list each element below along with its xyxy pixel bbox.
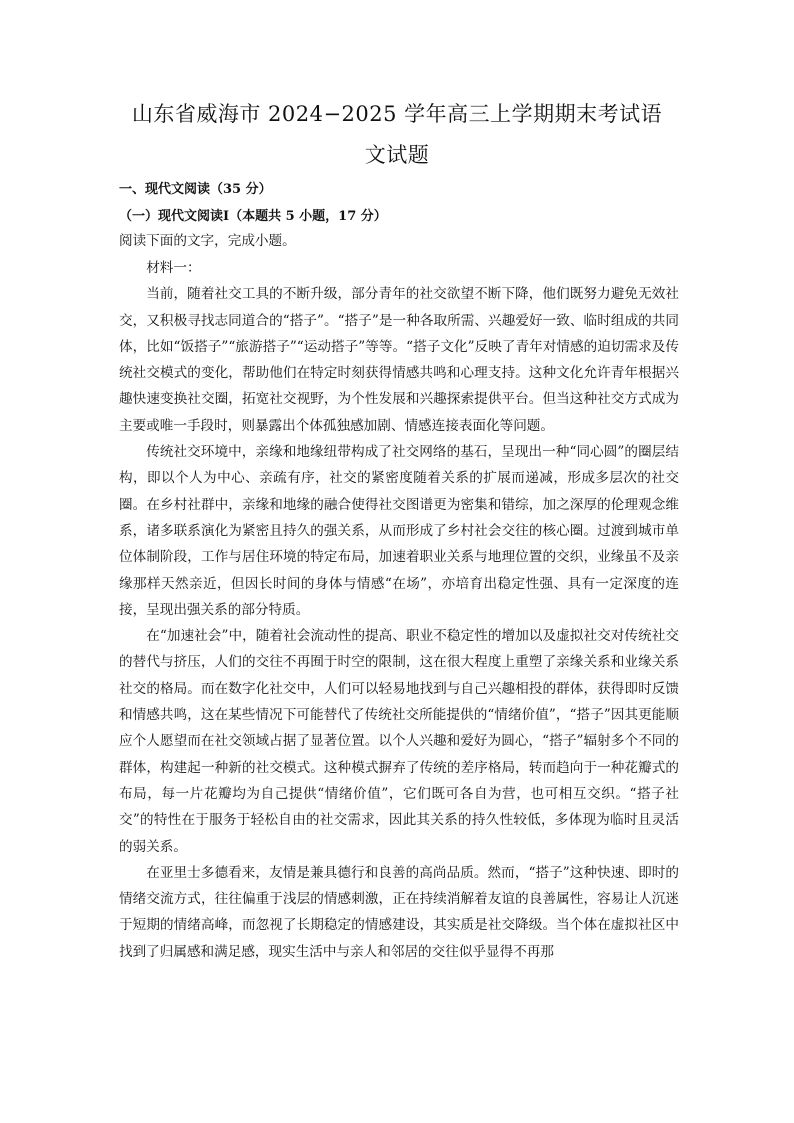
reading-instruction: 阅读下面的文字，完成小题。 <box>119 233 296 249</box>
section-heading: 一、现代文阅读（35 分） <box>119 182 272 197</box>
paragraph-1: 当前，随着社交工具的不断升级，部分青年的社交欲望不断下降，他们既努力避免无效社交，又积极寻找志同道合的“搭子”。“搭子”是一种各取所需、兴趣爱好一致、临时组成的共同体，比如“饭搭子”“旅游搭子”“运动搭子”等等。“搭子文化”反映了青年对情感的迫切需求及传统社交模式的变化，帮助他们在特定时刻获得情感共鸣和心理支持。这种文化允许青年根据兴趣快速变换社交圈，拓宽社交视野，为个性发展和兴趣探索提供平台。但当这种社交方式成为主要或唯一手段时，则暴露出个体孤独感加剧、情感连接表面化等问题。 <box>119 286 679 434</box>
paragraph-2: 传统社交环境中，亲缘和地缘纽带构成了社交网络的基石，呈现出一种“同心圆”的圈层结构，即以个人为中心、亲疏有序，社交的紧密度随着关系的扩展而递减，形成多层次的社交圈。在乡村社群中，亲缘和地缘的融合使得社交图谱更为密集和错综，加之深厚的伦理观念维系，诸多联系演化为紧密且持久的强关系，从而形成了乡村社会交往的核心圈。过渡到城市单位体制阶段，工作与居住环境的特定布局，加速着职业关系与地理位置的交织，业缘虽不及亲缘那样天然亲近，但因长时间的身体与情感“在场”，亦培育出稳定性强、具有一定深度的连接，呈现出强关系的部分特质。 <box>119 444 679 618</box>
paragraph-3: 在“加速社会”中，随着社会流动性的提高、职业不稳定性的增加以及虚拟社交对传统社交的替代与挤压，人们的交往不再囿于时空的限制，这在很大程度上重塑了亲缘关系和业缘关系社交的格局。而在数字化社交中，人们可以轻易地找到与自己兴趣相投的群体，获得即时反馈和情感共鸣，这在某些情况下可能替代了传统社交所能提供的“情绪价值”，“搭子”因其更能顺应个人愿望而在社交领域占据了显著位置。以个人兴趣和爱好为圆心，“搭子”辐射多个不同的群体，构建起一种新的社交模式。这种模式摒弃了传统的差序格局，转而趋向于一种花瓣式的布局，每一片花瓣均为自己提供“情绪价值”，它们既可各自为营，也可相互交织。“搭子社交”的特性在于服务于轻松自由的社交需求，因此其关系的持久性较低，多体现为临时且灵活的弱关系。 <box>119 628 679 855</box>
paragraph-4: 在亚里士多德看来，友情是兼具德行和良善的高尚品质。然而，“搭子”这种快速、即时的情绪交流方式，往往偏重于浅层的情感刺激，正在持续消解着友谊的良善属性，容易让人沉迷于短期的情绪高峰，而忽视了长期稳定的情感建设，其实质是社交降级。当个体在虚拟社区中找到了归属感和满足感，现实生活中与亲人和邻居的交往似乎显得不再那 <box>119 864 679 960</box>
subsection-heading: （一）现代文阅读Ⅰ（本题共 5 小题，17 分） <box>119 209 387 224</box>
document-title-line-1: 山东省威海市 2024−2025 学年高三上学期期末考试语 <box>131 102 663 126</box>
reading-material <box>119 255 679 965</box>
material-label: 材料一： <box>146 260 201 276</box>
document-title-line-2: 文试题 <box>364 143 430 167</box>
